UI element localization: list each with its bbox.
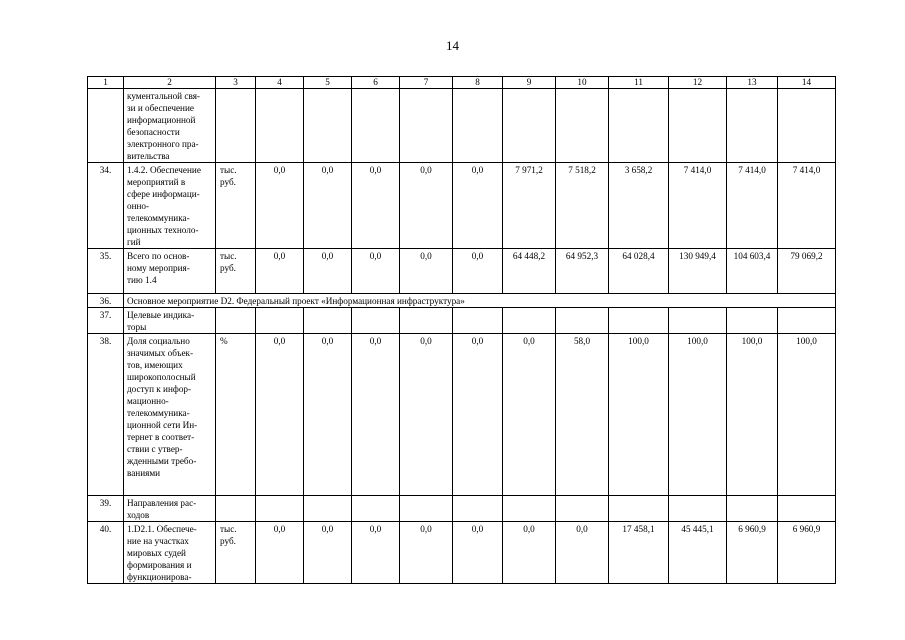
indicator-name-cell [124,89,216,163]
value-cell: 0,0 [304,522,352,584]
header-cell: 1 [88,77,124,89]
value-cell [400,89,453,163]
name-line: ваниями [127,468,161,478]
value-cell: 7 414,0 [669,163,727,249]
value-cell [453,496,503,522]
header-cell: 7 [400,77,453,89]
value-cell: 45 445,1 [669,522,727,584]
value-cell [352,89,400,163]
table-header-row [88,77,836,89]
value-cell [400,308,453,334]
name-line: тов, имеющих [127,360,183,370]
table-row [88,163,836,249]
name-line: тию 1.4 [127,275,157,285]
unit-line: руб. [220,263,236,273]
row-number-cell: 36. [88,294,124,308]
value-cell: 0,0 [256,522,304,584]
name-line: формирования и [127,560,192,570]
page-number: 14 [446,38,459,53]
value-cell: 0,0 [400,334,453,496]
unit-cell [216,163,256,249]
value-cell: 0,0 [453,249,503,294]
name-line: безопасности [127,127,180,137]
name-line: ному мероприя- [127,263,190,273]
value-cell: 7 414,0 [778,163,836,249]
value-cell [503,308,556,334]
unit-cell [216,249,256,294]
row-number-cell: 38. [88,334,124,496]
name-line: Целевые индика- [127,310,195,320]
value-cell [256,308,304,334]
table-row [88,89,836,163]
table-row [88,334,836,496]
name-line: жденными требо- [127,456,197,466]
value-cell [609,496,669,522]
name-line: мационно- [127,396,169,406]
name-line: кументальной свя- [127,91,200,101]
value-cell: 7 971,2 [503,163,556,249]
value-cell: 100,0 [727,334,778,496]
header-cell: 10 [556,77,609,89]
name-line: вительства [127,151,170,161]
value-cell [778,496,836,522]
value-cell [556,89,609,163]
value-cell [609,308,669,334]
name-line: ходов [127,510,150,520]
unit-line: тыс. [220,251,237,261]
row-number-cell: 39. [88,496,124,522]
name-line: торы [127,322,147,332]
value-cell [503,496,556,522]
value-cell: 104 603,4 [727,249,778,294]
row-number-cell: 40. [88,522,124,584]
header-cell: 4 [256,77,304,89]
unit-cell [216,522,256,584]
value-cell [256,89,304,163]
header-cell: 8 [453,77,503,89]
value-cell [669,89,727,163]
header-cell: 5 [304,77,352,89]
value-cell: 0,0 [256,163,304,249]
header-cell: 9 [503,77,556,89]
value-cell: 6 960,9 [727,522,778,584]
value-cell [453,89,503,163]
value-cell [778,89,836,163]
name-line: Доля социально [127,336,190,346]
name-line: функционирова- [127,572,192,582]
value-cell [352,496,400,522]
value-cell: 79 069,2 [778,249,836,294]
name-line: Направления рас- [127,498,197,508]
name-line: ционной сети Ин- [127,420,198,430]
value-cell: 100,0 [669,334,727,496]
name-line: гий [127,237,141,247]
header-cell: 14 [778,77,836,89]
value-cell: 0,0 [400,163,453,249]
value-cell: 0,0 [352,249,400,294]
name-line: ние на участках [127,536,189,546]
value-cell: 100,0 [609,334,669,496]
header-cell: 13 [727,77,778,89]
value-cell: 0,0 [503,334,556,496]
name-line: 1.D2.1. Обеспече- [127,524,197,534]
value-cell: 6 960,9 [778,522,836,584]
value-cell [256,496,304,522]
row-number-cell [88,89,124,163]
name-line: зи и обеспечение [127,103,194,113]
unit-cell [216,308,256,334]
header-cell: 11 [609,77,669,89]
name-line: онно- [127,201,150,211]
indicator-name-cell [124,522,216,584]
header-cell: 12 [669,77,727,89]
value-cell [556,308,609,334]
name-line: телекоммуника- [127,213,190,223]
section-title-cell: Основное мероприятие D2. Федеральный проект «Информационная инфраструктура» [124,294,836,308]
value-cell: 0,0 [503,522,556,584]
unit-line: тыс. [220,524,237,534]
value-cell: 0,0 [400,522,453,584]
value-cell: 100,0 [778,334,836,496]
header-cell: 6 [352,77,400,89]
unit-cell [216,334,256,496]
unit-line: руб. [220,536,236,546]
value-cell: 0,0 [453,163,503,249]
value-cell [453,308,503,334]
value-cell: 0,0 [400,249,453,294]
name-line: ционных техноло- [127,225,199,235]
name-line: доступ к инфор- [127,384,192,394]
value-cell: 3 658,2 [609,163,669,249]
row-number-cell: 35. [88,249,124,294]
unit-cell [216,496,256,522]
value-cell [352,308,400,334]
value-cell: 0,0 [256,249,304,294]
indicator-name-cell [124,308,216,334]
name-line: широкополосный [127,372,196,382]
value-cell [304,308,352,334]
value-cell [304,89,352,163]
value-cell [669,496,727,522]
value-cell: 0,0 [304,334,352,496]
name-line: тернет в соответ- [127,432,195,442]
table-row [88,496,836,522]
value-cell: 130 949,4 [669,249,727,294]
name-line: телекоммуника- [127,408,190,418]
table-row [88,249,836,294]
header-cell: 2 [124,77,216,89]
value-cell: 0,0 [453,522,503,584]
unit-line: % [220,336,228,346]
indicator-name-cell [124,334,216,496]
value-cell: 0,0 [453,334,503,496]
name-line: 1.4.2. Обеспечение [127,165,201,175]
unit-line: руб. [220,177,236,187]
value-cell: 0,0 [304,163,352,249]
value-cell: 0,0 [556,522,609,584]
header-cell: 3 [216,77,256,89]
value-cell [304,496,352,522]
table-row [88,522,836,584]
value-cell: 7 414,0 [727,163,778,249]
value-cell: 0,0 [352,334,400,496]
name-line: ствии с утвер- [127,444,183,454]
value-cell: 0,0 [256,334,304,496]
indicator-name-cell [124,496,216,522]
value-cell: 64 952,3 [556,249,609,294]
row-number-cell: 34. [88,163,124,249]
row-number-cell: 37. [88,308,124,334]
name-line: значимых объек- [127,348,194,358]
value-cell [609,89,669,163]
value-cell [503,89,556,163]
value-cell [400,496,453,522]
value-cell [727,308,778,334]
name-line: Всего по основ- [127,251,190,261]
value-cell [778,308,836,334]
value-cell [727,89,778,163]
indicator-name-cell [124,249,216,294]
value-cell: 64 448,2 [503,249,556,294]
table-row [88,294,836,308]
name-line: информационной [127,115,196,125]
value-cell: 0,0 [304,249,352,294]
budget-table [87,76,836,584]
value-cell: 0,0 [352,522,400,584]
table-row [88,308,836,334]
unit-cell [216,89,256,163]
value-cell: 17 458,1 [609,522,669,584]
value-cell: 0,0 [352,163,400,249]
name-line: мировых судей [127,548,186,558]
value-cell: 7 518,2 [556,163,609,249]
name-line: мероприятий в [127,177,186,187]
value-cell [556,496,609,522]
name-line: сфере информаци- [127,189,200,199]
name-line: электронного пра- [127,139,199,149]
unit-line: тыс. [220,165,237,175]
value-cell: 64 028,4 [609,249,669,294]
value-cell [669,308,727,334]
value-cell: 58,0 [556,334,609,496]
indicator-name-cell [124,163,216,249]
value-cell [727,496,778,522]
